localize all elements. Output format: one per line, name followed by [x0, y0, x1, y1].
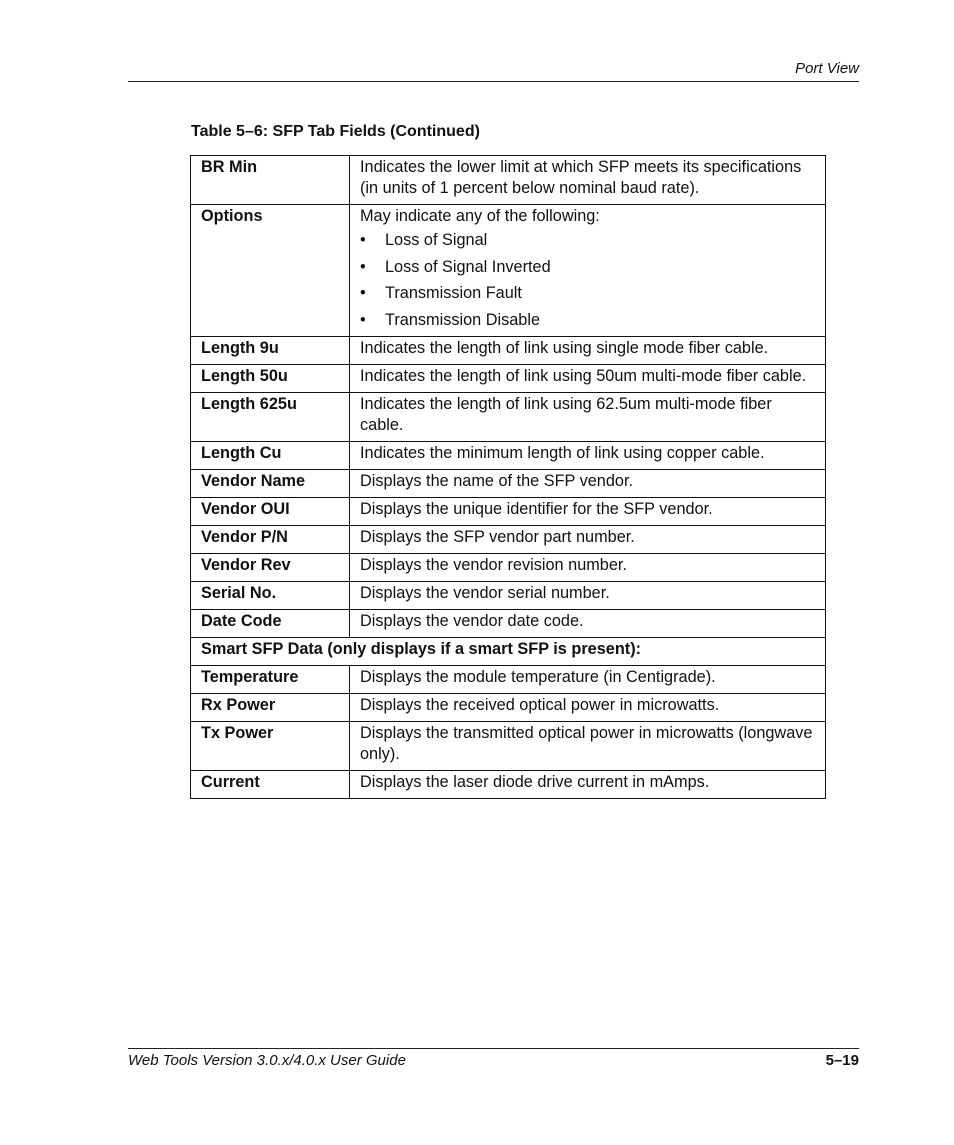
field-name: Length 50u	[191, 364, 350, 392]
field-description: Displays the unique identifier for the SFP vendor.	[360, 499, 713, 518]
field-description-cell	[350, 609, 826, 637]
field-description-cell	[350, 721, 826, 770]
table-row	[191, 469, 826, 497]
field-description: May indicate any of the following:	[360, 207, 600, 225]
field-name: Tx Power	[191, 721, 350, 770]
field-description-cell	[350, 770, 826, 798]
table-body	[191, 156, 826, 799]
field-description: Indicates the length of link using 50um multi-mode fiber cable.	[360, 366, 807, 385]
field-name: Date Code	[191, 609, 350, 637]
field-name: Options	[191, 205, 350, 337]
bullet-icon: •	[360, 231, 366, 249]
field-name: Length Cu	[191, 441, 350, 469]
field-description: Indicates the minimum length of link using copper cable.	[360, 443, 765, 462]
list-item-label: Transmission Disable	[385, 310, 541, 329]
table-row	[191, 364, 826, 392]
field-name: Vendor OUI	[191, 497, 350, 525]
field-description-cell	[350, 581, 826, 609]
field-description-cell	[350, 364, 826, 392]
field-description-cell	[350, 665, 826, 693]
field-description: Displays the module temperature (in Centigrade).	[360, 667, 716, 686]
field-name: Length 9u	[191, 336, 350, 364]
table-row	[191, 770, 826, 798]
bullet-icon: •	[360, 257, 366, 276]
field-name: Vendor Rev	[191, 553, 350, 581]
running-header: Port View	[795, 60, 859, 77]
sfp-fields-table	[190, 155, 826, 799]
table-row	[191, 336, 826, 364]
field-description: Displays the laser diode drive current in mAmps.	[360, 772, 710, 791]
field-description-cell	[350, 693, 826, 721]
field-description: Indicates the lower limit at which SFP meets its specifications (in units of 1 percent below nominal baud rate).	[360, 158, 802, 197]
list-item-label: Loss of Signal Inverted	[385, 257, 551, 276]
list-item	[360, 283, 815, 304]
field-description-cell	[350, 525, 826, 553]
table-row	[191, 156, 826, 205]
field-description-cell	[350, 497, 826, 525]
list-item-label: Loss of Signal	[385, 231, 488, 249]
section-heading-row	[191, 637, 826, 665]
list-item	[360, 257, 815, 278]
table-row	[191, 609, 826, 637]
field-name: Length 625u	[191, 392, 350, 441]
field-description: Indicates the length of link using single mode fiber cable.	[360, 338, 769, 357]
section-heading: Smart SFP Data (only displays if a smart SFP is present):	[191, 637, 826, 665]
table-row	[191, 693, 826, 721]
field-description: Indicates the length of link using 62.5um multi-mode fiber cable.	[360, 394, 772, 434]
field-description: Displays the received optical power in microwatts.	[360, 695, 720, 714]
field-name: Temperature	[191, 665, 350, 693]
field-name: Current	[191, 770, 350, 798]
list-item-label: Transmission Fault	[385, 284, 522, 302]
field-description: Displays the vendor date code.	[360, 611, 584, 630]
list-item	[360, 310, 815, 331]
table-row	[191, 581, 826, 609]
field-name: Vendor P/N	[191, 525, 350, 553]
field-description: Displays the vendor serial number.	[360, 583, 610, 602]
options-list	[360, 230, 815, 331]
field-description: Displays the SFP vendor part number.	[360, 527, 635, 546]
field-description: Displays the name of the SFP vendor.	[360, 471, 634, 490]
table-row	[191, 553, 826, 581]
field-description-cell	[350, 156, 826, 205]
field-description: Displays the vendor revision number.	[360, 555, 627, 574]
field-name: Vendor Name	[191, 469, 350, 497]
bullet-icon: •	[360, 284, 366, 302]
table-row	[191, 525, 826, 553]
table-row	[191, 392, 826, 441]
page-number: 5–19	[825, 1052, 859, 1069]
table-row	[191, 721, 826, 770]
table-row	[191, 497, 826, 525]
field-description-cell	[350, 469, 826, 497]
field-description-cell	[350, 336, 826, 364]
field-description-cell	[350, 441, 826, 469]
footer-rule	[128, 1048, 859, 1049]
field-description: Displays the transmitted optical power in microwatts (longwave only).	[360, 723, 813, 763]
footer-guide-title: Web Tools Version 3.0.x/4.0.x User Guide	[128, 1052, 406, 1069]
field-name: Serial No.	[191, 581, 350, 609]
table-row	[191, 441, 826, 469]
field-description-cell	[350, 553, 826, 581]
table-row	[191, 205, 826, 337]
field-description-cell	[350, 392, 826, 441]
field-name: Rx Power	[191, 693, 350, 721]
bullet-icon: •	[360, 310, 366, 329]
list-item	[360, 230, 815, 251]
table-caption: Table 5–6: SFP Tab Fields (Continued)	[191, 123, 480, 140]
field-description-cell	[350, 205, 826, 337]
header-rule	[128, 81, 859, 82]
table-row	[191, 665, 826, 693]
field-name: BR Min	[191, 156, 350, 205]
